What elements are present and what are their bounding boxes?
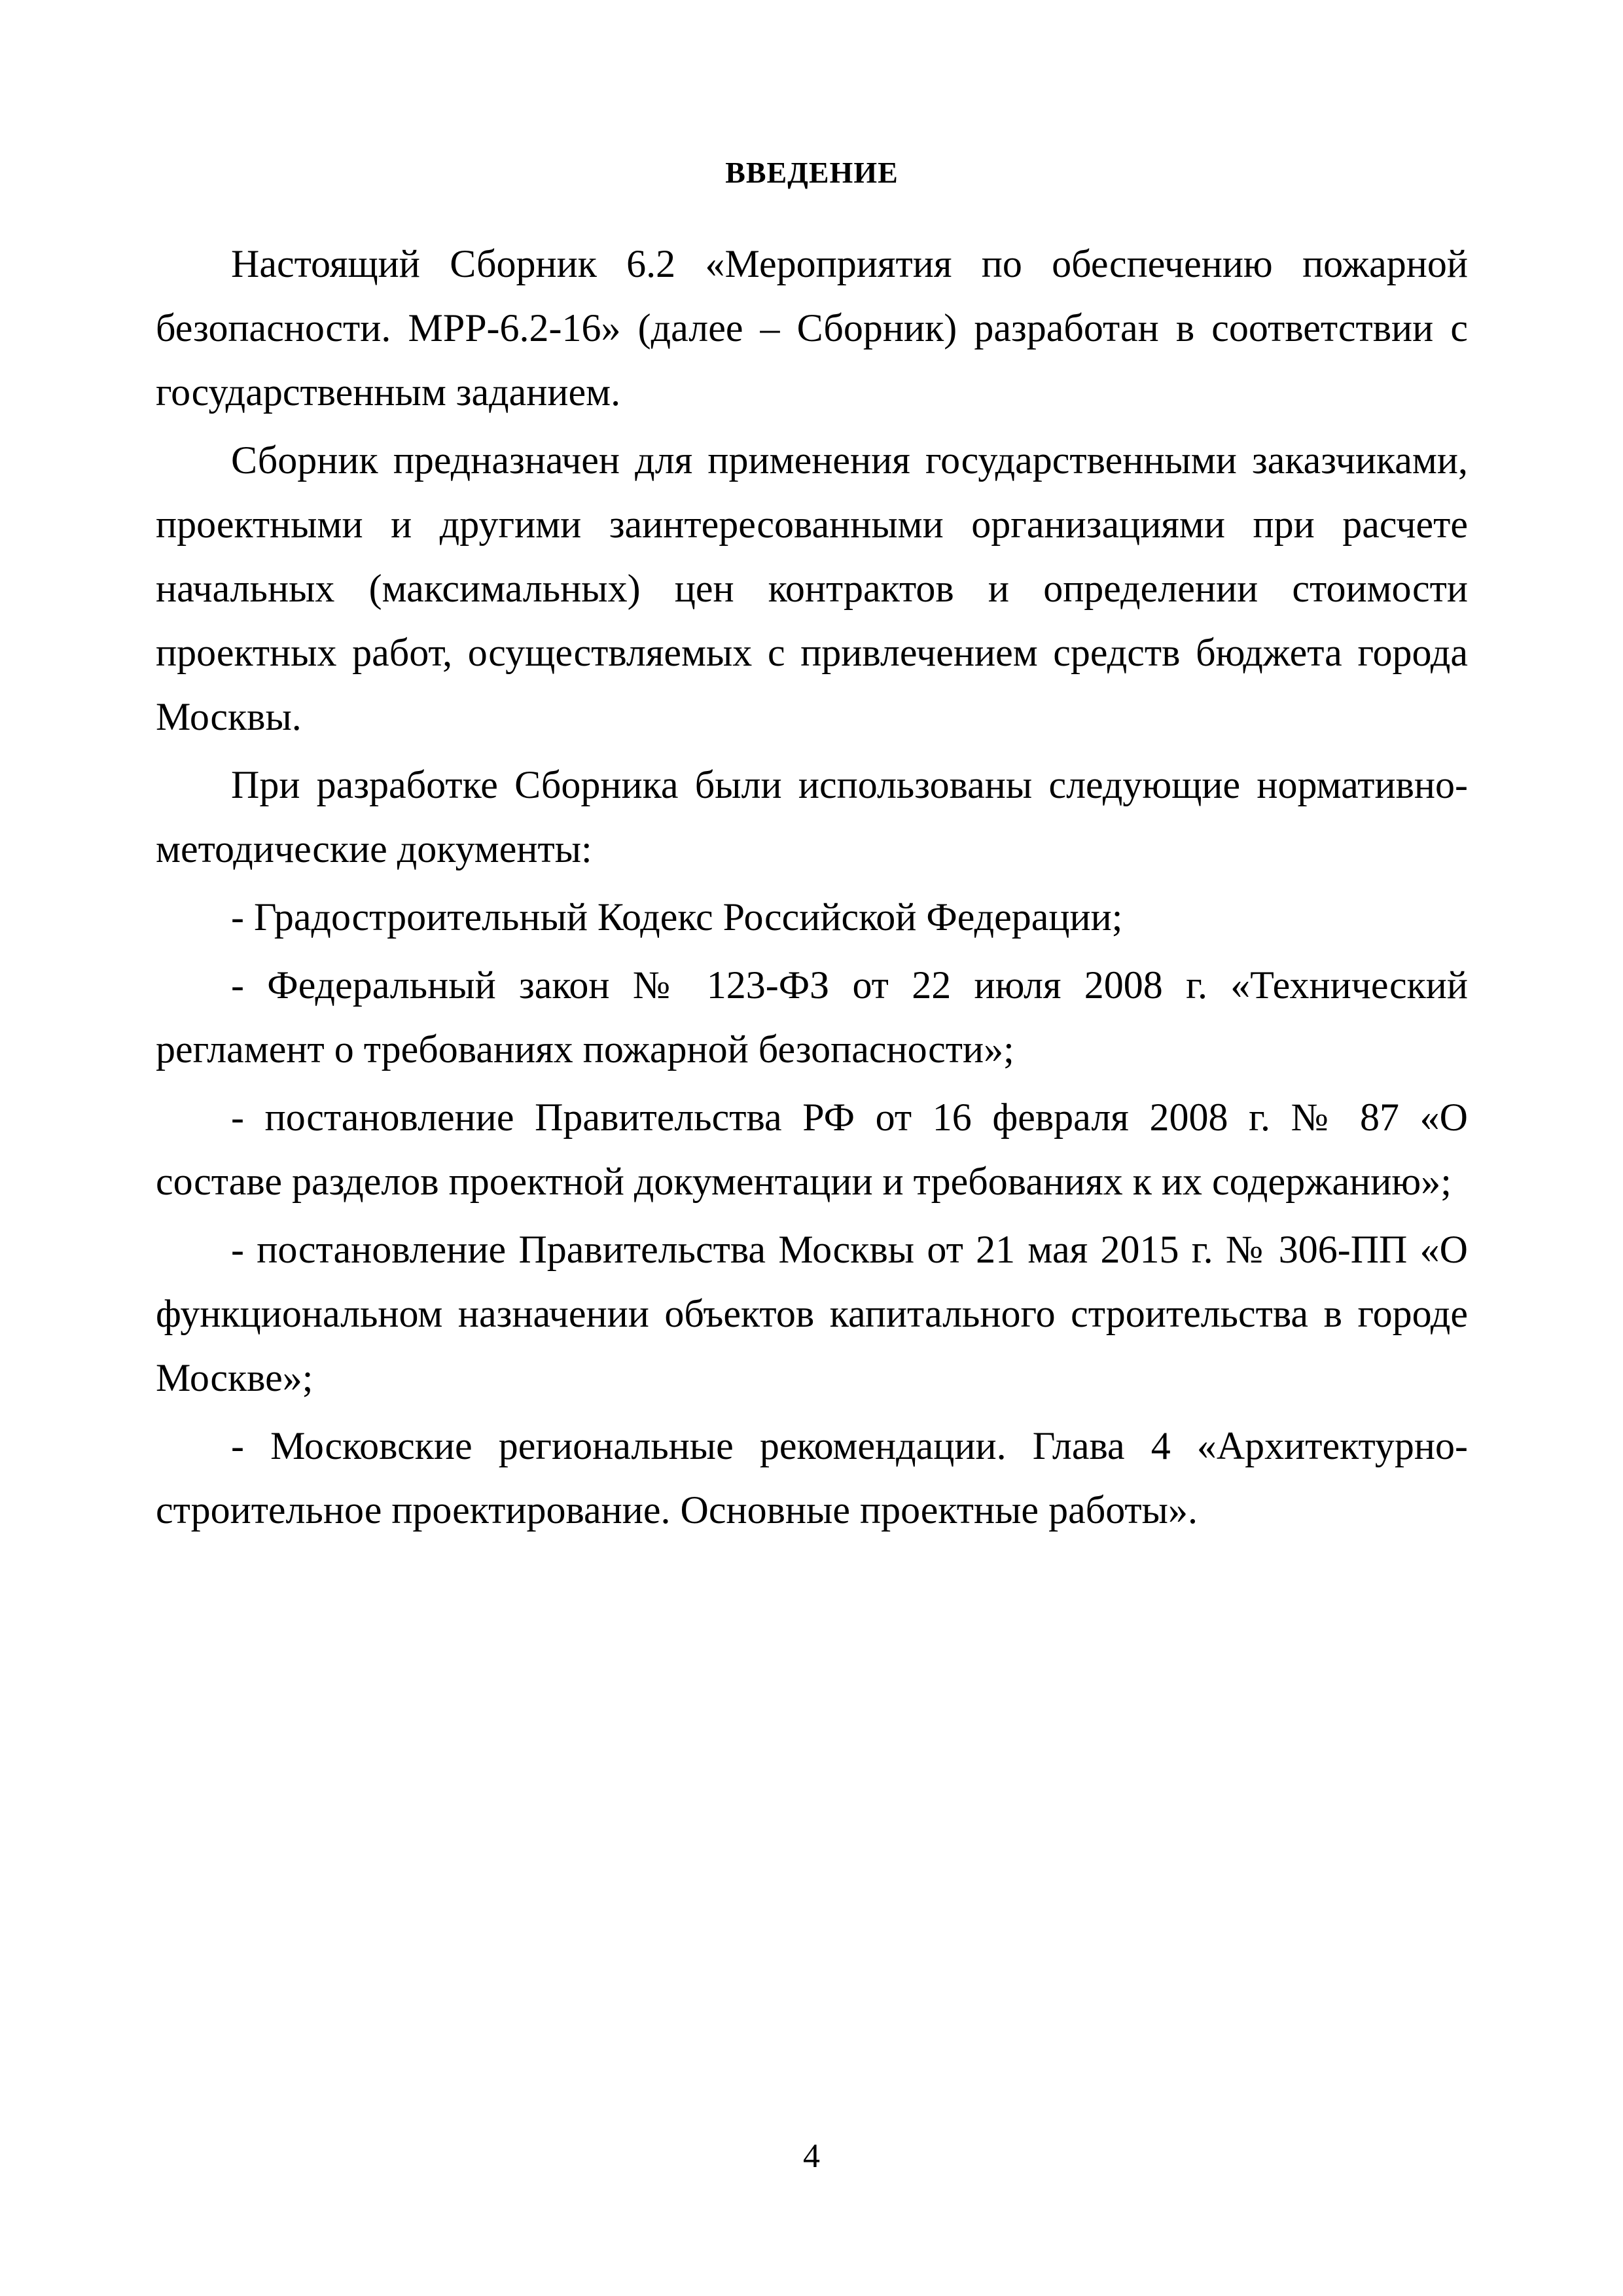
paragraph-sources-intro: При разработке Сборника были использованы следующие нормативно-методические документы: xyxy=(156,763,1468,870)
list-item-regional-recommendations: - Московские региональные рекомендации. Глава 4 «Архитектурно-строительное проектирование. Основные проектные работы». xyxy=(156,1424,1468,1532)
paragraph-intro: Настоящий Сборник 6.2 «Мероприятия по обеспечению пожарной безопасности. МРР-6.2-16» (далее – Сборник) разработан в соответствии с государственным заданием. xyxy=(156,242,1468,414)
list-item-urban-code: - Градостроительный Кодекс Российской Федерации; xyxy=(231,895,1123,939)
page-number: 4 xyxy=(803,2138,820,2175)
list-item-federal-law: - Федеральный закон № 123-ФЗ от 22 июля 2008 г. «Технический регламент о требованиях пожарной безопасности»; xyxy=(156,963,1468,1071)
list-item-government-decree: - постановление Правительства РФ от 16 февраля 2008 г. № 87 «О составе разделов проектной документации и требованиях к их содержанию»; xyxy=(156,1096,1468,1203)
section-heading: ВВЕДЕНИЕ xyxy=(725,156,899,189)
list-item-moscow-decree: - постановление Правительства Москвы от 21 мая 2015 г. № 306-ПП «О функциональном назначении объектов капитального строительства в городе Москве»; xyxy=(156,1228,1468,1399)
paragraph-purpose: Сборник предназначен для применения государственными заказчиками, проектными и другими заинтересованными организациями при расчете начальных (максимальных) цен контрактов и определении стоимости проектных работ, осуществляемых с привлечением средств бюджета города Москвы. xyxy=(156,439,1468,738)
page-content xyxy=(156,152,1468,1546)
